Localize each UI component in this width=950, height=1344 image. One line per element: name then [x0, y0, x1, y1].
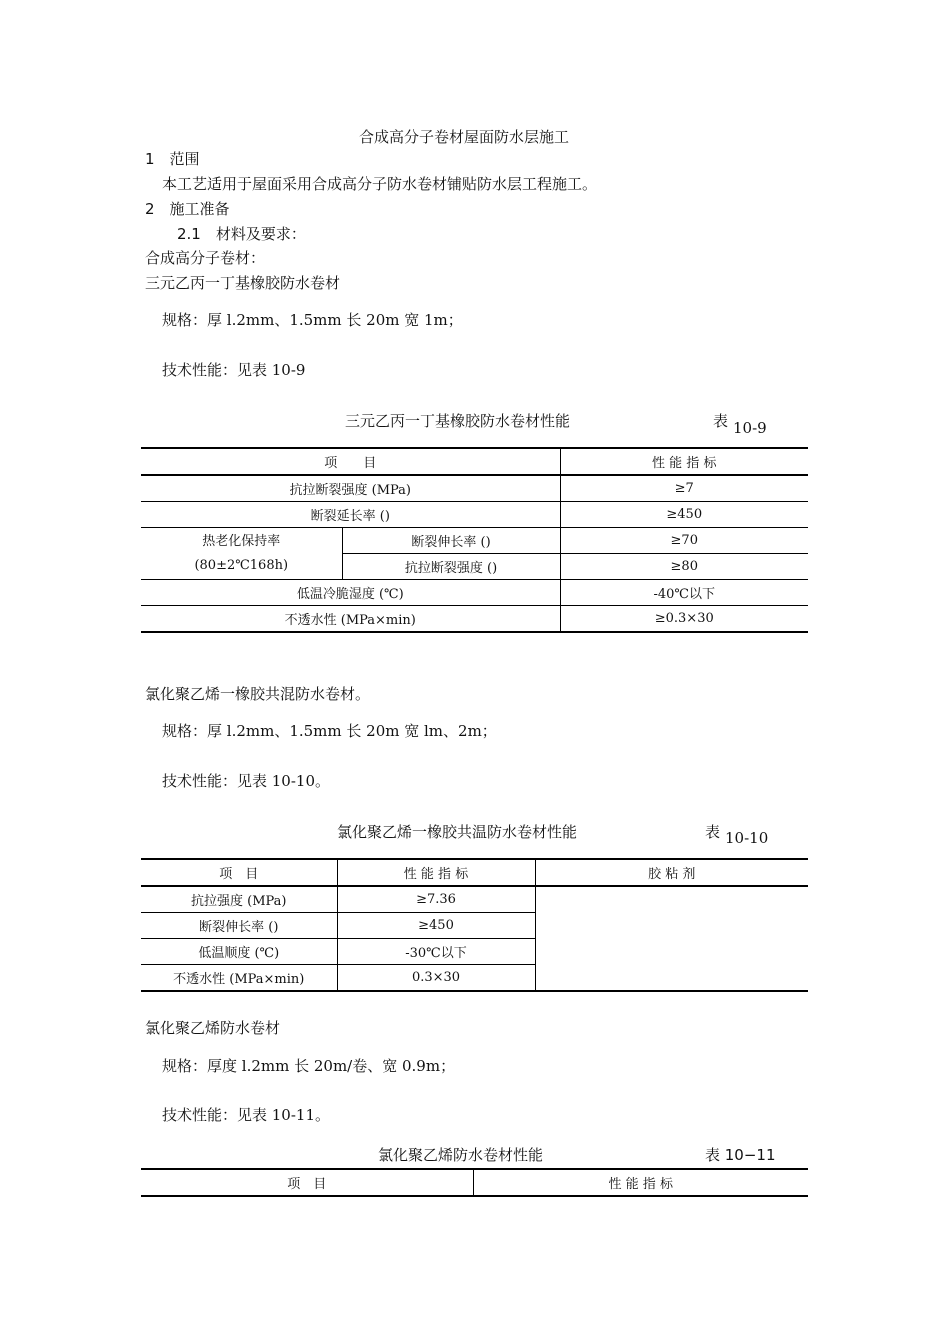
table3-caption: 氯化聚乙烯防水卷材性能: [378, 1146, 544, 1164]
cell-value: -40℃以下: [653, 587, 715, 602]
tech-pvc: 技术性能：见表 10-11。: [162, 1106, 331, 1124]
table-row: [141, 580, 808, 606]
glue-cell: [535, 886, 808, 991]
cell-value: -30℃以下: [337, 939, 535, 965]
spec-cpe: 规格：厚 l.2mm、1.5mm 长 20m 宽 lm、2m；: [162, 722, 497, 740]
tech-epdm: 技术性能：见表 10-9: [162, 361, 306, 379]
cell-item: 低温冷脆湿度 (℃): [141, 580, 560, 606]
material-cpe: 氯化聚乙烯一橡胶共混防水卷材。: [145, 685, 371, 703]
cell-item: 断裂延长率 (): [141, 502, 560, 528]
table-10-11: [141, 1168, 808, 1197]
cell-value: ≥80: [670, 559, 698, 574]
tech-cpe: 技术性能：见表 10-10。: [162, 772, 331, 790]
section-1-text: 本工艺适用于屋面采用合成高分子防水卷材铺贴防水层工程施工。: [162, 175, 598, 193]
cell-item: 断裂伸长率 (): [141, 913, 337, 939]
material-intro: 合成高分子卷材：: [145, 249, 266, 267]
group-label-line2: (80±2℃168h): [194, 557, 289, 573]
table1-caption: 三元乙丙一丁基橡胶防水卷材性能: [345, 412, 571, 430]
cell-value: ≥450: [666, 507, 703, 522]
table-row: [141, 528, 808, 554]
table2-header-perf: 性 能 指 标: [337, 859, 535, 886]
table-row: [141, 606, 808, 633]
group-label-cell: [141, 528, 342, 580]
table1-label: 表: [713, 412, 729, 430]
section-1-heading: 1 范围: [145, 150, 200, 168]
cell-item: 不透水性 (MPa×min): [141, 606, 560, 633]
table3-label: 表 10−11: [705, 1146, 776, 1164]
cell-item: 抗拉强度 (MPa): [141, 886, 337, 913]
cell-item: 不透水性 (MPa×min): [141, 965, 337, 992]
cell-item: 断裂伸长率 (): [342, 528, 560, 554]
section-2-heading: 2 施工准备: [145, 200, 230, 218]
table3-header-perf: 性 能 指 标: [608, 1177, 673, 1192]
spec-pvc: 规格：厚度 l.2mm 长 20m/卷、宽 0.9m；: [162, 1057, 456, 1075]
cell-value: 0.3×30: [337, 965, 535, 992]
material-epdm: 三元乙丙一丁基橡胶防水卷材: [145, 274, 341, 292]
cell-value: ≥7.36: [337, 886, 535, 913]
cell-item: 低温顺度 (℃): [141, 939, 337, 965]
cell-value: ≥7: [674, 481, 694, 496]
cell-item: 抗拉断裂强度 (MPa): [141, 475, 560, 502]
table-row: [141, 475, 808, 502]
material-pvc: 氯化聚乙烯防水卷材: [145, 1019, 281, 1037]
section-2-1-heading: 2.1 材料及要求：: [177, 225, 306, 243]
table2-number: 10-10: [725, 829, 769, 847]
table2-header-item: 项 目: [141, 859, 337, 886]
cell-value: ≥70: [670, 533, 698, 548]
table1-header-perf: 性 能 指 标: [652, 456, 717, 471]
cell-value: ≥0.3×30: [654, 611, 714, 626]
table-10-10: [141, 858, 808, 992]
table-10-9: [141, 447, 808, 633]
spec-epdm: 规格：厚 l.2mm、1.5mm 长 20m 宽 1m；: [162, 311, 463, 329]
cell-item: 抗拉断裂强度 (): [342, 554, 560, 580]
table1-header-item: 项 目: [141, 448, 560, 475]
table3-header-item: 项 目: [141, 1169, 473, 1196]
cell-value: ≥450: [337, 913, 535, 939]
group-label-line1: 热老化保持率: [202, 533, 281, 549]
table-row: [141, 502, 808, 528]
table-row: [141, 886, 808, 913]
table1-number: 10-9: [733, 419, 767, 437]
document-title: 合成高分子卷材屋面防水层施工: [359, 128, 570, 146]
table2-caption: 氯化聚乙烯一橡胶共温防水卷材性能: [337, 823, 578, 841]
table2-label: 表: [705, 823, 721, 841]
table2-header-glue: 胶 粘 剂: [648, 867, 696, 882]
